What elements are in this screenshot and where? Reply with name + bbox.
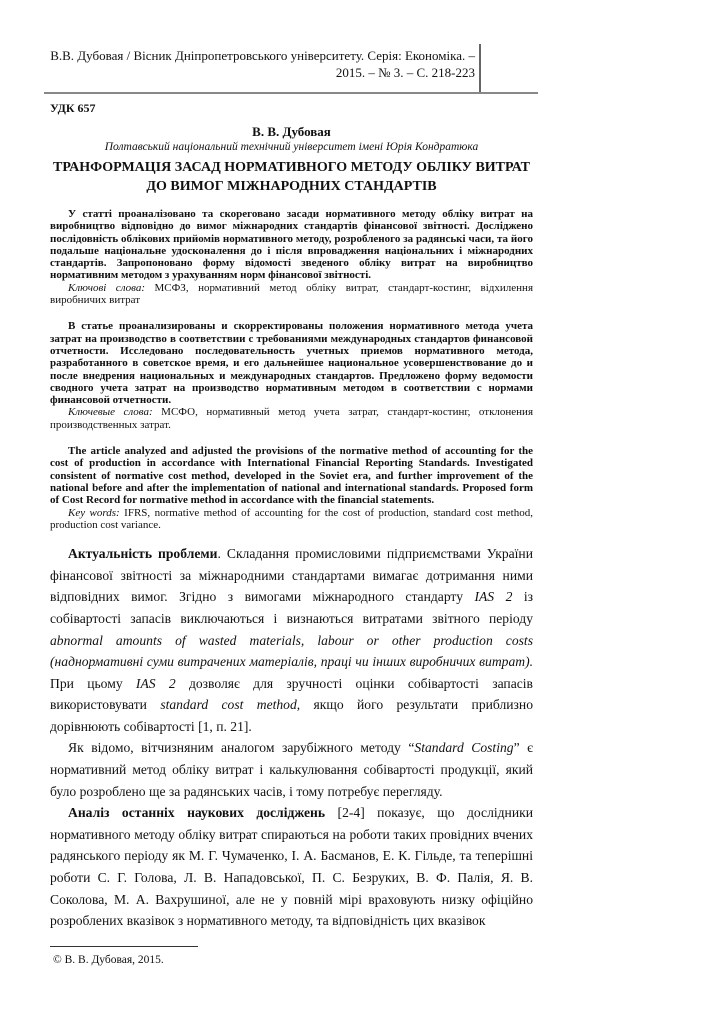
keywords: [50, 507, 533, 532]
text: IAS 2: [474, 589, 513, 605]
abstract-russian: [50, 320, 533, 431]
article-body: [50, 543, 533, 932]
text: дозволяє для зручності оцінки собівартості запасів використовувати: [50, 675, 533, 713]
keywords-label: Ключевые слова:: [68, 406, 153, 419]
text: , якщо його результати приблизно дорівнюють собівартості [1, п. 21].: [50, 697, 533, 734]
text: При цьому: [50, 675, 136, 691]
abstract-ukrainian: [50, 208, 533, 306]
affiliation: Полтавський національний технічний університет імені Юрія Кондратюка: [104, 141, 479, 153]
keywords-label: Ключові слова:: [68, 281, 145, 294]
abstract-text: У статті проаналізовано та скореговано засади нормативного методу обліку витрат на виробництво відповідно до вимог міжнародних стандартів фінансової звітності. Досліджено послідовність облікових прийомів нормативного методу, розробленого за радянські часи, та його подальше національне удосконалення до і після впровадження національних і міжнародних стандартів. Запропоновано форму відомості зведеного обліку витрат на виробництво нормативним методом з урахуванням норм фінансової звітності.: [50, 208, 533, 282]
paragraph-relevance: [50, 543, 533, 737]
paragraph-literature-review: [50, 802, 533, 932]
section-heading: Аналіз останніх наукових досліджень: [68, 805, 326, 821]
author-name: В. В. Дубовая: [252, 124, 331, 139]
keywords: [50, 282, 533, 307]
keywords-list: МСФЗ, нормативний метод обліку витрат, стандарт-костинг, відхилення виробничих витрат: [50, 281, 533, 307]
abstract-english: [50, 445, 533, 531]
footnote-rule: [50, 946, 198, 947]
text: . Складання промисловими підприємствами України фінансової звітності за міжнародними стандартами вимагає дотримання ними відповідних вимог. Згідно з вимогами міжнародного стандарту: [50, 546, 533, 605]
header-line-1: В.В. Дубовая / Вісник Дніпропетровського університету. Серія: Економіка. –: [50, 48, 475, 63]
udk-code: УДК 657: [50, 101, 96, 115]
keywords-list: МСФО, нормативный метод учета затрат, стандарт-костинг, отклонения производственных затрат.: [50, 406, 533, 431]
keywords-label: Key words:: [68, 506, 120, 519]
text: [2-4] показує, що дослідники нормативного методу обліку витрат спираються на роботи таких провідних вчених радянського періоду як М. Г. Чумаченко, І. А. Басманов, Е. К. Гільде, та теперішні роботи С. Г. Голова, Л. В. Нападовської, П. С. Безруких, В. Ф. Палія, Я. В. Соколова, М. А. Вахрушиної, але не у повній мірі враховують низку офіційно розроблених вказівок з нормативного методу, та відповідність цих вказівок: [50, 805, 533, 929]
keywords: [50, 406, 533, 431]
text: Як відомо, вітчизняним аналогом зарубіжного методу “: [68, 740, 415, 756]
keywords-list: IFRS, normative method of accounting for the cost of production, standard cost method, production cost variance.: [50, 506, 533, 531]
copyright-footnote: © В. В. Дубовая, 2015.: [53, 953, 164, 966]
article-title: [50, 158, 533, 196]
paragraph-standard-costing: [50, 737, 533, 802]
text: ” є нормативний метод обліку витрат і калькулювання собівартості продукції, який було розроблено ще за радянських часів, і тому потребує перегляду.: [50, 740, 533, 799]
title-line-2: ДО ВИМОГ МІЖНАРОДНИХ СТАНДАРТІВ: [146, 179, 437, 194]
text: Standard Costing: [414, 740, 514, 756]
text: standard cost method: [160, 697, 297, 713]
abstract-text: В статье проанализированы и скорректированы положения нормативного метода учета затрат на производство в соответствии с требованиями международных стандартов финансовой отчетности. Исследовано последовательность учетных приемов нормативного метода, разработанного в советское время, и его дальнейшее национальное усовершенствование до и после внедрения национальных и международных стандартов. Предложено форму ведомости сводного учета затрат на производство нормативным методом в соответствии с нормами финансовой отчетности.: [50, 320, 533, 407]
text: abnormal amounts of wasted materials, labour or other production costs (наднормативні суми витрачених матеріалів, праці чи інших виробничих витрат).: [50, 632, 533, 670]
text: IAS 2: [135, 675, 176, 691]
abstract-text: The article analyzed and adjusted the provisions of the normative method of accounting for the cost of production in accordance with International Financial Reporting Standards. Investigated consistent of normative cost method, developed in the Soviet era, and further improvement of the national before and after the implementation of national and international standards. Proposed form of Cost Record for normative method in accordance with the financial statements.: [50, 445, 533, 507]
header-line-2: 2015. – № 3. – С. 218-223: [335, 65, 475, 80]
section-heading: Актуальність проблеми: [68, 546, 218, 562]
text: із собівартості запасів виключаються і визнаються витратами звітного періоду: [50, 589, 533, 626]
title-line-1: ТРАНФОРМАЦІЯ ЗАСАД НОРМАТИВНОГО МЕТОДУ ОБЛІКУ ВИТРАТ: [53, 160, 530, 175]
page-content: [50, 0, 533, 987]
